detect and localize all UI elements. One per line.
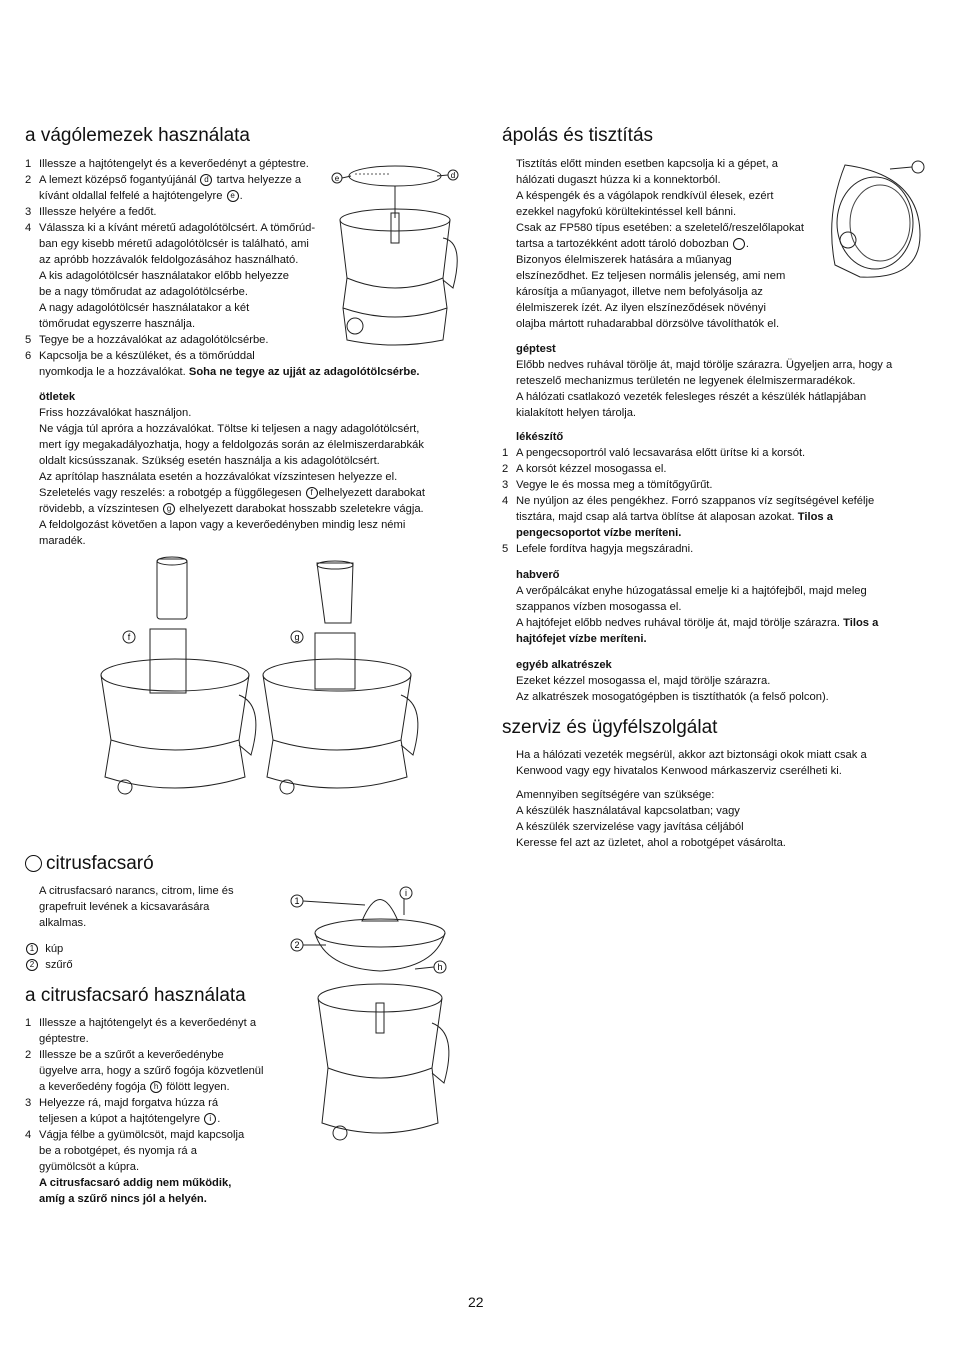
juicer-step-4: 4 Ne nyúljon az éles pengékhez. Forró szappanos víz segítségével kefélje tisztára, majd csap alá tartva öblítse át alaposan azokat. Tilos a pengecsoportot vízbe meríteni. — [502, 495, 875, 539]
marker-i: i — [204, 1113, 216, 1125]
label-e: e — [334, 174, 340, 183]
citrus-press-figure — [290, 883, 460, 1158]
heading-service: szerviz és ügyfélszolgálat — [502, 717, 718, 738]
heading-care-cleaning: ápolás és tisztítás — [502, 125, 654, 146]
juicer-step-5: 5 Lefele fordítva hagyja megszáradni. — [502, 543, 694, 555]
right-column — [502, 124, 932, 148]
section-whisk: habverő A verőpálcákat enyhe húzogatással emelje ki a hajtófejből, majd meleg szappanos vízben mosogassa el. A hajtófejet előbb nedves ruhával törölje át, majd törölje szárazra. Tilos a hajtófejet vízbe meríteni. — [516, 567, 936, 647]
storage-box-figure — [820, 155, 930, 285]
juicer-title: lékészítő — [516, 431, 564, 443]
storage-box-marker — [733, 238, 745, 250]
step-6: 6 Kapcsolja be a készüléket, és a tömőrúddal nyomkodja le a hozzávalókat. Soha ne tegye az ujját az adagolótölcsérbe. — [25, 350, 420, 378]
processor-disc-figure — [325, 158, 465, 353]
feed-tube-figures — [95, 555, 435, 810]
citrus-step-3: 3 Helyezze rá, majd forgatva húzza rá teljesen a kúpot a hajtótengelyre i . — [25, 1097, 221, 1125]
citrus-step-2: 2 Illessze be a szűrőt a keverőedénybe ügyelve arra, hogy a szűrő fogója közvetlenül a keverőedény fogója h fölött legyen. — [25, 1049, 264, 1093]
step-3: 3 Illessze helyére a fedőt. — [25, 206, 157, 218]
part-2: 2 szűrő — [25, 957, 225, 973]
care-intro: Tisztítás előtt minden esetben kapcsolja ki a gépet, a hálózati dugaszt húzza ki a konnektorból. A késpengék és a vágólapok rendkívül élesek, ezért ezekkel nagyfokú körültekintéssel kell bánni. Csak az FP580 típus esetében: a szeletelő/reszelőlapokat tartsa a tartozékként adott tároló dobozban . Bizonyos élelmiszerek hatására a műanyag elszíneződhet. Ez teljesen normális jelenség, ami nem károsítja a műanyagot, illetve nem befolyásolja az élelmiszerek ízét. Az ilyen elszíneződések növényi olajba mártott ruhadarabbal dörzsölve távolíthatók el. — [516, 158, 804, 330]
heading-citrus-use: a citrusfacsaró használata — [25, 985, 246, 1006]
marker-f: f — [306, 487, 318, 499]
label-f: f — [127, 632, 131, 642]
part-1: 1 kúp — [25, 941, 225, 957]
heading-citrus: citrusfacsaró — [25, 852, 285, 876]
slicing-steps — [25, 156, 420, 380]
page-number: 22 — [468, 1294, 484, 1310]
processor-g — [263, 561, 418, 794]
section-other-parts: egyéb alkatrészek Ezeket kézzel mosogassa el, majd törölje szárazra. Az alkatrészek mosogatógépben is tisztíthatók (a felső polcon). — [516, 657, 936, 705]
label-i: i — [405, 888, 407, 898]
juicer-step-1: 1 A pengecsoportról való lecsavarása előtt ürítse ki a korsót. — [502, 447, 806, 459]
citrus-steps — [25, 1015, 290, 1207]
left-column — [25, 124, 465, 148]
step-4: 4 Válassza ki a kívánt méretű adagolótölcsért. A tömőrúd- ban egy kisebb méretű adagolótölcsér is található, ami az apróbb hozzávalók feldolgozásához használható. A kis adagolótölcsér használatakor előbb helyezze be a nagy tömőrudat az adagolótölcsérbe. A nagy adagolótölcsér használatakor a két tömőrudat egyszerre használja. — [25, 222, 316, 330]
tip-line: Szeletelés vagy reszelés: a robotgép a függőlegesen f elhelyezett darabokat — [39, 487, 425, 499]
citrus-parts — [25, 941, 225, 973]
service-section — [502, 716, 932, 740]
label-h: h — [437, 962, 443, 972]
other-parts-title: egyéb alkatrészek — [516, 659, 612, 671]
section-juicer — [502, 429, 932, 557]
citrus-step-4: 4 Vágja félbe a gyümölcsöt, majd kapcsolja be a robotgépet, és nyomja rá a gyümölcsöt a kúpra. A citrusfacsaró addig nem működik, amíg a szűrő nincs jól a helyén. — [25, 1129, 245, 1205]
label-g: g — [294, 632, 300, 642]
juicer-step-3: 3 Vegye le és mossa meg a tömítőgyűrűt. — [502, 479, 713, 491]
tips-title: ötletek — [39, 391, 76, 403]
step-2: 2 A lemezt középső fogantyújánál d tartva helyezze a kívánt oldallal felfelé a hajtótengelyre e . — [25, 174, 302, 202]
whisk-title: habverő — [516, 569, 560, 581]
tip-line: Friss hozzávalókat használjon. — [39, 407, 192, 419]
step-1: 1 Illessze a hajtótengelyt és a keverőedényt a géptestre. — [25, 158, 309, 170]
tip-line: rövidebb, a vízszintesen g elhelyezett darabokat hosszabb szeletekre vágja. — [39, 503, 424, 515]
tip-line: A feldolgozást követően a lapon vagy a keverőedényben mindig lesz némi — [39, 519, 406, 531]
citrus-use-section — [25, 984, 295, 1008]
processor-f — [101, 557, 256, 794]
marker-g: g — [163, 503, 175, 515]
citrus-section — [25, 852, 285, 876]
tip-line: oldalt kicsússzanak. Szükség esetén használja a kis adagolótölcsért. — [39, 455, 380, 467]
tip-line: maradék. — [39, 535, 86, 547]
marker-e: e — [227, 190, 239, 202]
service-text: Ha a hálózati vezeték megsérül, akkor azt biztonsági okok miatt csak a Kenwood vagy egy hivatalos Kenwood márkaszerviz cserélheti ki. Amennyiben segítségére van szüksége: A készülék használatával kapcsolatban; vagy A készülék szervizelése vagy javítása céljából Keresse fel azt az üzletet, ahol a robotgépet vásárolta. — [516, 749, 867, 849]
citrus-marker-icon — [25, 855, 42, 872]
juicer-step-2: 2 A korsót kézzel mosogassa el. — [502, 463, 667, 475]
marker-d: d — [200, 174, 212, 186]
tip-line: Ne vágja túl apróra a hozzávalókat. Töltse ki teljesen a nagy adagolótölcsért, — [39, 423, 420, 435]
label-2: 2 — [294, 940, 300, 950]
body-title: géptest — [516, 343, 556, 355]
citrus-step-1: 1 Illessze a hajtótengelyt és a keverőedényt a géptestre. — [25, 1017, 257, 1045]
marker-h: h — [150, 1081, 162, 1093]
heading-slicing-discs: a vágólemezek használata — [25, 125, 250, 146]
step-5: 5 Tegye be a hozzávalókat az adagolótölcsérbe. — [25, 334, 269, 346]
tip-line: mert így megakadályozhatja, hogy a feldolgozás során az élelmiszerdarabkák — [39, 439, 424, 451]
tips-block — [39, 389, 459, 549]
section-body: géptest Előbb nedves ruhával törölje át, majd törölje szárazra. Ügyeljen arra, hogy a reteszelő mechanizmus területén ne legyenek élelmiszermaradékok. A hálózati csatlakozó vezeték felesleges részét a készülék hátlapjában kialakított helyen tárolja. — [516, 341, 936, 421]
citrus-intro: A citrusfacsaró narancs, citrom, lime és grapefruit levének a kicsavarására alkalmas. — [39, 885, 234, 929]
label-1: 1 — [294, 896, 300, 906]
tip-line: Az aprítólap használata esetén a hozzávalókat vízszintesen helyezze el. — [39, 471, 398, 483]
label-d: d — [450, 171, 456, 180]
